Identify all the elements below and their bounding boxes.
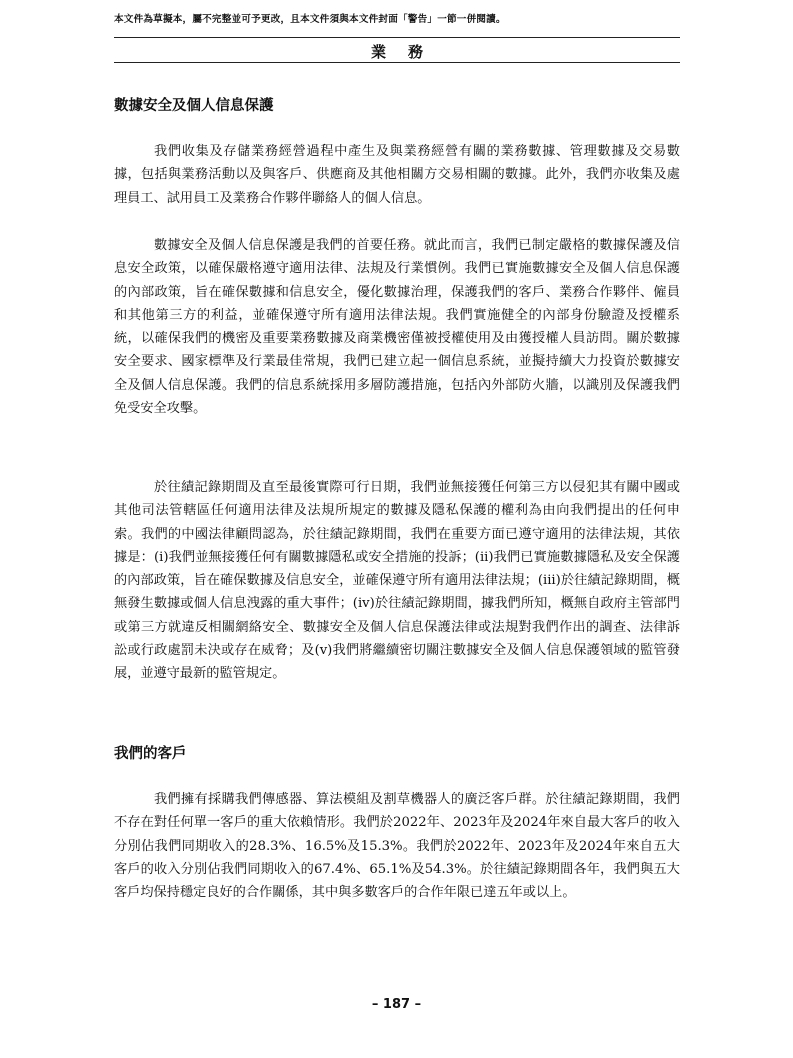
page-number: – 187 – <box>371 997 422 1012</box>
draft-disclaimer: 本文件為草擬本，屬不完整並可予更改，且本文件須與本文件封面「警告」一節一併閱讀。 <box>114 14 506 25</box>
paragraph-data-collection: 我們收集及存儲業務經營過程中產生及與業務經營有關的業務數據、管理數據及交易數據，包括與業務活動以及與客戶、供應商及其他相關方交易相關的數據。此外，我們亦收集及處理員工、試用員工及業務合作夥伴聯絡人的個人信息。 <box>114 144 680 206</box>
heading-data-security: 數據安全及個人信息保護 <box>114 98 274 114</box>
header-rule-bottom <box>114 62 680 63</box>
paragraph-legal-compliance: 於往績記錄期間及直至最後實際可行日期，我們並無接獲任何第三方以侵犯其有關中國或其他司法管轄區任何適用法律及法規所規定的數據及隱私保護的權利為由向我們提出的任何申索。我們的中國法律顧問認為，於往績記錄期間，我們在重要方面已遵守適用的法律法規，其依據是：(i)我們並無接獲任何有關數據隱私或安全措施的投訴；(ii)我們已實施數據隱私及安全保護的內部政策，旨在確保數據及信息安全，並確保遵守所有適用法律法規；(iii)於往績記錄期間，概無發生數據或個人信息洩露的重大事件；(iv)於往績記錄期間，據我們所知，概無自政府主管部門或第三方就違反相關網絡安全、數據安全及個人信息保護法律或法規對我們作出的調查、法律訴訟或行政處罰未決或存在威脅；及(v)我們將繼續密切關注數據安全及個人信息保護領域的監管發展，並遵守最新的監管規定。 <box>114 480 680 682</box>
heading-our-customers: 我們的客戶 <box>114 746 187 762</box>
header-rule-top <box>114 37 680 38</box>
paragraph-data-protection-policy: 數據安全及個人信息保護是我們的首要任務。就此而言，我們已制定嚴格的數據保護及信息安全政策，以確保嚴格遵守適用法律、法規及行業慣例。我們已實施數據安全及個人信息保護的內部政策，旨在確保數據和信息安全，優化數據治理，保護我們的客戶、業務合作夥伴、僱員和其他第三方的利益，並確保遵守所有適用法律法規。我們實施健全的內部身份驗證及授權系統，以確保我們的機密及重要業務數據及商業機密僅被授權使用及由獲授權人員訪問。關於數據安全要求、國家標準及行業最佳常規，我們已建立起一個信息系統，並擬持續大力投資於數據安全及個人信息保護。我們的信息系統採用多層防護措施，包括內外部防火牆，以識別及保護我們免受安全攻擊。 <box>114 238 680 417</box>
paragraph-customers: 我們擁有採購我們傳感器、算法模組及割草機器人的廣泛客戶群。於往績記錄期間，我們不存在對任何單一客戶的重大依賴情形。我們於2022年、2023年及2024年來自最大客戶的收入分別佔我們同期收入的28.3%、16.5%及15.3%。我們於2022年、2023年及2024年來自五大客戶的收入分別佔我們同期收入的67.4%、65.1%及54.3%。於往績記錄期間各年，我們與五大客戶均保持穩定良好的合作關係，其中與多數客戶的合作年限已達五年或以上。 <box>114 792 680 901</box>
section-header-title: 業務 <box>370 43 445 61</box>
